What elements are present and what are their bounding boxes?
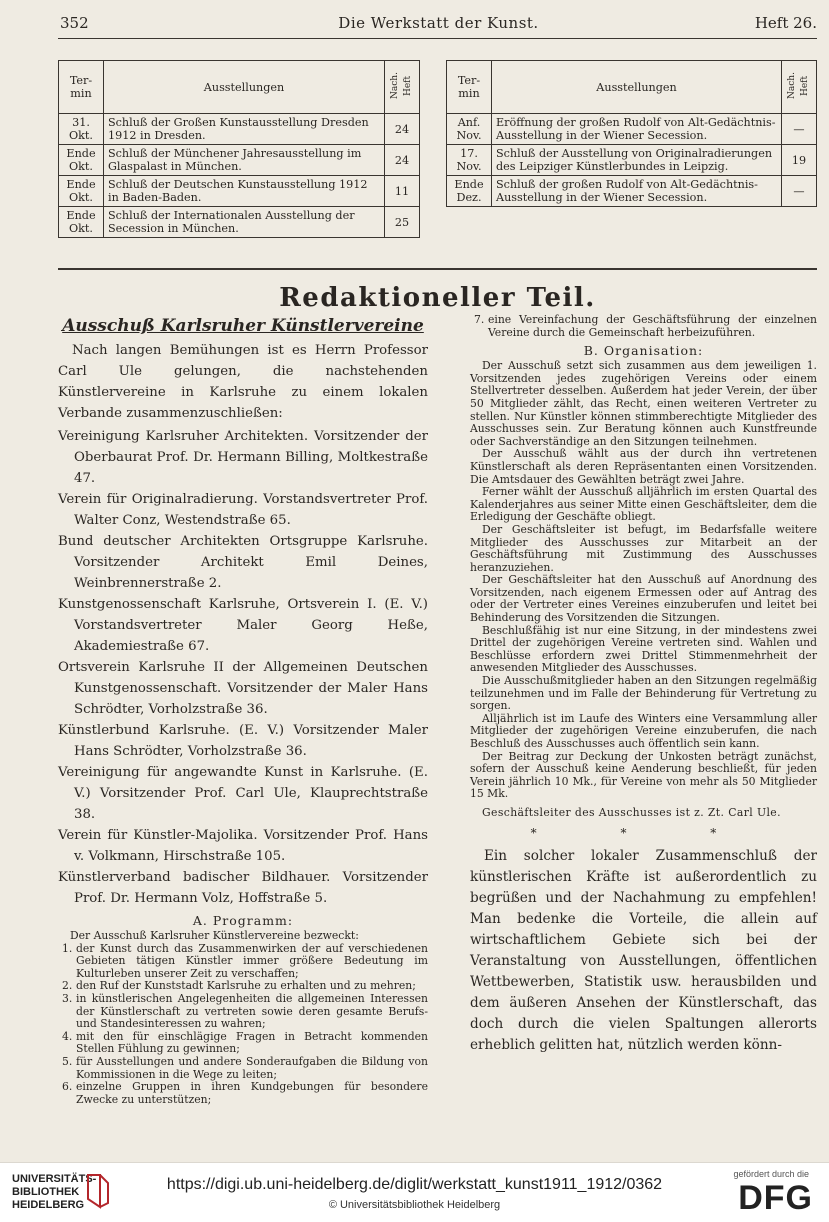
col-nachheft-label: Nach. Heft	[390, 72, 413, 99]
list-item	[58, 1056, 428, 1081]
item-number: 5.	[62, 1054, 73, 1068]
row-termin: Ende Okt.	[59, 145, 104, 176]
row-heft: 11	[385, 176, 420, 207]
organisation-text	[470, 360, 817, 801]
item-text: in künstlerischen Angelegenheiten die allgemeinen Interessen der Künstlerschaft zu vertreten sowie deren gesamte Berufs- und Standesinteressen zu wahren;	[76, 991, 428, 1031]
row-text: Schluß der Münchener Jahresausstellung im Glaspalast in München.	[104, 145, 385, 176]
item-number: 6.	[62, 1080, 73, 1094]
permalink-url[interactable]: https://digi.ub.uni-heidelberg.de/diglit/werkstatt_kunst1911_1912/0362	[166, 1176, 663, 1193]
list-item: Künstlerverband badischer Bildhauer. Vorsitzender Prof. Dr. Hermann Volz, Hoffstraße 5.	[58, 870, 428, 906]
paragraph: Alljährlich ist im Laufe des Winters eine Versammlung aller Mitglieder der zugehörigen Vereine einzuberufen, die nach Beschluß des Ausschusses auch öffentlich sein kann.	[470, 711, 817, 750]
row-text: Schluß der großen Rudolf von Alt-Gedächtnis-Ausstellung in der Wiener Secession.	[492, 176, 782, 207]
item-text: eine Vereinfachung der Geschäftsführung der einzelnen Vereine durch die Gemeinschaft herbeizuführen.	[488, 313, 817, 339]
row-heft: 24	[385, 145, 420, 176]
section-title: Redaktioneller Teil.	[279, 283, 596, 313]
row-termin: 31. Okt.	[59, 114, 104, 145]
item-number: 4.	[62, 1029, 73, 1043]
separator-stars: * * *	[530, 825, 757, 840]
col-nachheft	[782, 61, 817, 114]
right-column	[470, 314, 817, 1056]
article-heading: Ausschuß Karlsruher Künstlervereine	[62, 316, 424, 336]
row-heft: 25	[385, 207, 420, 238]
organisation-heading: B. Organisation:	[583, 343, 704, 359]
col-termin: Ter-min	[59, 61, 104, 114]
table-row	[447, 145, 817, 176]
row-text: Schluß der Ausstellung von Originalradierungen des Leipziger Künstlerbundes in Leipzig.	[492, 145, 782, 176]
paragraph: Der Ausschuß setzt sich zusammen aus dem jeweiligen 1. Vorsitzenden jedes zugehörigen Vereins oder einem Stellvertreter desselben. Außerdem hat jeder Verein, der über 50 Mitglieder zählt, das Recht, einen weiteren Vertreter zu stellen. Nur Künstler können stimmberechtigte Mitglieder des Ausschusses sein. Zur Beratung können auch Kunstfreunde oder Sachverständige an den Sitzungen teilnehmen.	[470, 359, 817, 448]
header-rule	[58, 38, 817, 39]
program-list	[58, 943, 428, 1107]
table-row	[447, 176, 817, 207]
issue-number: Heft 26.	[754, 14, 817, 32]
article-intro: Nach langen Bemühungen ist es Herrn Professor Carl Ule gelungen, die nachstehenden Künstlervereine in Karlsruhe zu einem lokalen Verbande zusammenzuschließen:	[58, 343, 428, 421]
table-header-row	[447, 61, 817, 114]
library-line-3: HEIDELBERG	[12, 1199, 85, 1211]
item-number: 3.	[62, 991, 73, 1005]
program-intro: Der Ausschuß Karlsruher Künstlervereine bezweckt:	[70, 929, 359, 942]
dfg-logo: DFG	[738, 1179, 813, 1217]
item-number: 7.	[474, 313, 485, 326]
funding-note: gefördert durch die	[733, 1169, 809, 1179]
list-item: Kunstgenossenschaft Karlsruhe, Ortsverein I. (E. V.) Vorstandsvertreter Maler Georg Heße, Akademiestraße 67.	[58, 597, 428, 654]
table-row	[59, 176, 420, 207]
item-text: der Kunst durch das Zusammenwirken der auf verschiedenen Gebieten tätigen Künstler immer größere Bedeutung im Kulturleben unserer Zeit zu verschaffen;	[76, 941, 428, 980]
row-text: Schluß der Deutschen Kunstausstellung 1912 in Baden-Baden.	[104, 176, 385, 207]
section-rule	[58, 268, 817, 270]
col-termin: Ter-min	[447, 61, 492, 114]
member-organisations	[58, 426, 428, 909]
paragraph: Der Geschäftsleiter hat den Ausschuß auf Anordnung des Vorsitzenden, nach eigenem Ermessen oder auf Antrag des oder der Vertreter eines Vereines einzuberufen und leitet bei Behinderung des Vorsitzenden die Sitzungen.	[470, 573, 817, 625]
list-item: Bund deutscher Architekten Ortsgruppe Karlsruhe. Vorsitzender Architekt Emil Deines, Weinbrennerstraße 2.	[58, 534, 428, 591]
item-number: 2.	[62, 979, 73, 993]
row-heft: —	[782, 114, 817, 145]
running-header	[60, 14, 817, 36]
table-row	[59, 207, 420, 238]
signature-line: Geschäftsleiter des Ausschusses ist z. Zt. Carl Ule.	[482, 805, 781, 819]
item-text: den Ruf der Kunststadt Karlsruhe zu erhalten und zu mehren;	[76, 979, 416, 993]
list-item	[58, 993, 428, 1031]
col-ausstellungen: Ausstellungen	[104, 61, 385, 114]
left-column	[58, 314, 428, 1106]
list-item	[58, 943, 428, 981]
row-text: Eröffnung der großen Rudolf von Alt-Gedächtnis-Ausstellung in der Wiener Secession.	[492, 114, 782, 145]
journal-title: Die Werkstatt der Kunst.	[338, 14, 539, 32]
paragraph: Der Beitrag zur Deckung der Unkosten beträgt zunächst, sofern der Ausschuß keine Aenderung beschließt, für jeden Verein jährlich 10 Mk., für Vereine von mehr als 50 Mitglieder 15 Mk.	[470, 749, 817, 801]
row-heft: —	[782, 176, 817, 207]
item-number: 1.	[62, 941, 73, 955]
footer-bar	[0, 1162, 829, 1222]
col-nachheft	[385, 61, 420, 114]
col-ausstellungen: Ausstellungen	[492, 61, 782, 114]
paragraph: Beschlußfähig ist nur eine Sitzung, in der mindestens zwei Drittel der zugehörigen Vereine vertreten sind. Wahlen und Beschlüsse erfordern zwei Drittel Stimmenmehrheit der anwesenden Mitglieder des Ausschusses.	[470, 623, 817, 675]
row-termin: Ende Okt.	[59, 207, 104, 238]
list-item: Künstlerbund Karlsruhe. (E. V.) Vorsitzender Maler Hans Schrödter, Vorholzstraße 36.	[58, 723, 428, 759]
list-item: Vereinigung für angewandte Kunst in Karlsruhe. (E. V.) Vorsitzender Prof. Carl Ule, Klauprechtstraße 38.	[58, 765, 428, 822]
item-text: für Ausstellungen und andere Sonderaufgaben die Bildung von Kommissionen in die Wege zu leiten;	[76, 1054, 428, 1081]
copyright-notice: © Universitätsbibliothek Heidelberg	[328, 1199, 501, 1211]
row-termin: 17. Nov.	[447, 145, 492, 176]
list-item	[470, 314, 817, 339]
library-line-2: BIBLIOTHEK	[12, 1186, 80, 1198]
list-item	[58, 1081, 428, 1106]
row-termin: Anf. Nov.	[447, 114, 492, 145]
list-item: Ortsverein Karlsruhe II der Allgemeinen Deutschen Kunstgenossenschaft. Vorsitzender der Maler Hans Schrödter, Vorholzstraße 36.	[58, 660, 428, 717]
exhibition-table-right	[446, 60, 817, 207]
paragraph: Die Ausschußmitglieder haben an den Sitzungen regelmäßig teilzunehmen und im Falle der Behinderung für Vertretung zu sorgen.	[470, 674, 817, 713]
table-header-row	[59, 61, 420, 114]
item-text: einzelne Gruppen in ihren Kundgebungen für besondere Zwecke zu unterstützen;	[76, 1080, 428, 1106]
row-termin: Ende Dez.	[447, 176, 492, 207]
list-item: Verein für Originalradierung. Vorstandsvertreter Prof. Walter Conz, Westendstraße 65.	[58, 492, 428, 528]
list-item: Vereinigung Karlsruher Architekten. Vorsitzender der Oberbaurat Prof. Dr. Hermann Billing, Moltkestraße 47.	[58, 429, 428, 486]
paragraph: Der Ausschuß wählt aus der durch ihn vertretenen Künstlerschaft als deren Repräsentanten einen Vorsitzenden. Die Amtsdauer des Gewählten beträgt zwei Jahre.	[470, 447, 817, 486]
library-line-1: UNIVERSITÄTS-	[12, 1173, 97, 1185]
program-heading: A. Programm:	[192, 913, 294, 928]
closing-paragraph: Ein solcher lokaler Zusammenschluß der künstlerischen Kräfte ist außerordentlich zu begrüßen und der Nachahmung zu empfehlen! Man bedenke die Vorteile, die allein auf wirtschaftlichem Gebiete sich bei der Veranstaltung von Ausstellungen, öffentlichen Wettbewerben, Statistik usw. herausbilden und dem äußeren Ansehen der Künstlerschaft, das doch durch die vielen Spaltungen allerorts erheblich gelitten hat, nützlich werden könn-	[470, 847, 817, 1053]
exhibition-table-left	[58, 60, 420, 238]
item-text: mit den für einschlägige Fragen in Betracht kommenden Stellen Fühlung zu gewinnen;	[76, 1029, 428, 1056]
list-item: Verein für Künstler-Majolika. Vorsitzender Prof. Hans v. Volkmann, Hirschstraße 105.	[58, 828, 428, 864]
table-row	[59, 114, 420, 145]
row-heft: 19	[782, 145, 817, 176]
row-heft: 24	[385, 114, 420, 145]
row-text: Schluß der Großen Kunstausstellung Dresden 1912 in Dresden.	[104, 114, 385, 145]
program-list-continued	[470, 314, 817, 339]
paragraph: Ferner wählt der Ausschuß alljährlich im ersten Quartal des Kalenderjahres aus seiner Mitte einen Geschäftsleiter, dem die Erledigung der Geschäfte obliegt.	[470, 485, 817, 524]
page-number: 352	[60, 14, 89, 32]
list-item	[58, 1031, 428, 1056]
table-row	[447, 114, 817, 145]
row-termin: Ende Okt.	[59, 176, 104, 207]
paragraph: Der Geschäftsleiter ist befugt, im Bedarfsfalle weitere Mitglieder des Ausschusses zur Mitarbeit an der Geschäftsführung mit Zustimmung des Ausschusses heranzuziehen.	[470, 522, 817, 574]
table-row	[59, 145, 420, 176]
col-nachheft-label: Nach. Heft	[787, 72, 810, 99]
row-text: Schluß der Internationalen Ausstellung der Secession in München.	[104, 207, 385, 238]
